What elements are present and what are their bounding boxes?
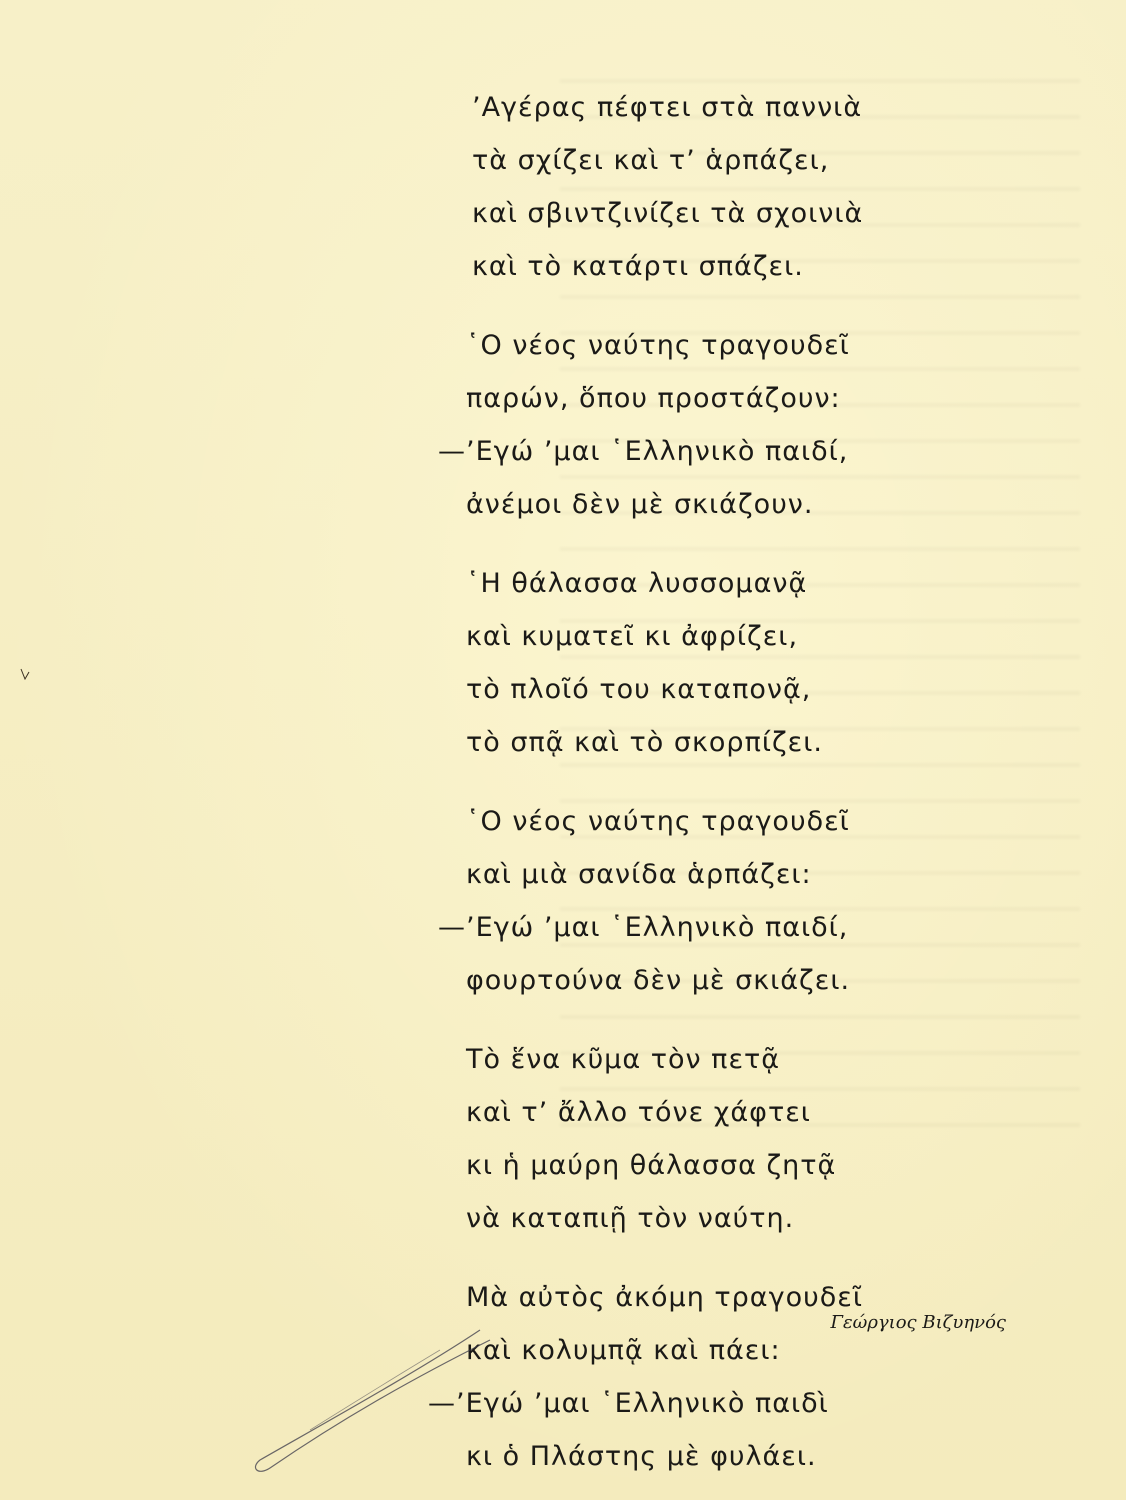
poem-line: καὶ κυματεῖ κι ἀφρίζει, [466, 621, 799, 652]
poem-line: καὶ σβιντζινίζει τὰ σχοινιὰ [472, 198, 864, 229]
poem-line: τὸ πλοῖό του καταπονᾷ, [466, 674, 812, 705]
poem-line: τὰ σχίζει καὶ τ’ ἁρπάζει, [472, 145, 830, 176]
poem-line: παρών, ὅπου προστάζουν: [466, 383, 841, 414]
poem-line: —’Εγώ ’μαι ῾Ελληνικὸ παιδί, [438, 912, 849, 943]
poem-line: καὶ μιὰ σανίδα ἁρπάζει: [466, 859, 812, 890]
poem-line: ἀνέμοι δὲν μὲ σκιάζουν. [466, 489, 814, 520]
poem-line: καὶ τὸ κατάρτι σπάζει. [472, 251, 804, 282]
poem-line: Τὸ ἕνα κῦμα τὸν πετᾷ [466, 1044, 781, 1075]
poem-line: νὰ καταπιῇ τὸν ναύτη. [466, 1203, 795, 1234]
poem-line: κι ἡ μαύρη θάλασσα ζητᾷ [466, 1150, 837, 1181]
poem-line: κι ὁ Πλάστης μὲ φυλάει. [466, 1441, 817, 1472]
poem-line: τὸ σπᾷ καὶ τὸ σκορπίζει. [466, 727, 823, 758]
poem-line: —’Εγώ ’μαι ῾Ελληνικὸ παιδί, [438, 436, 849, 467]
poem-line: —’Εγώ ’μαι ῾Ελληνικὸ παιδὶ [428, 1388, 829, 1419]
author-signature: Γεώργιος Βιζυηνός [830, 1312, 1006, 1333]
poem-line: ῾Ο νέος ναύτης τραγουδεῖ [466, 806, 850, 837]
poem-line: ῾Ο νέος ναύτης τραγουδεῖ [466, 330, 850, 361]
poem-line: ῾Η θάλασσα λυσσομανᾷ [466, 568, 808, 599]
poem-line: καὶ κολυμπᾷ καὶ πάει: [466, 1335, 781, 1366]
poem-line: Μὰ αὐτὸς ἀκόμη τραγουδεῖ [466, 1282, 863, 1313]
poem-line: ’Αγέρας πέφτει στὰ παννιὰ [472, 92, 863, 123]
poem-line: καὶ τ’ ἄλλο τόνε χάφτει [466, 1097, 811, 1128]
poem-line: φουρτούνα δὲν μὲ σκιάζει. [466, 965, 851, 996]
